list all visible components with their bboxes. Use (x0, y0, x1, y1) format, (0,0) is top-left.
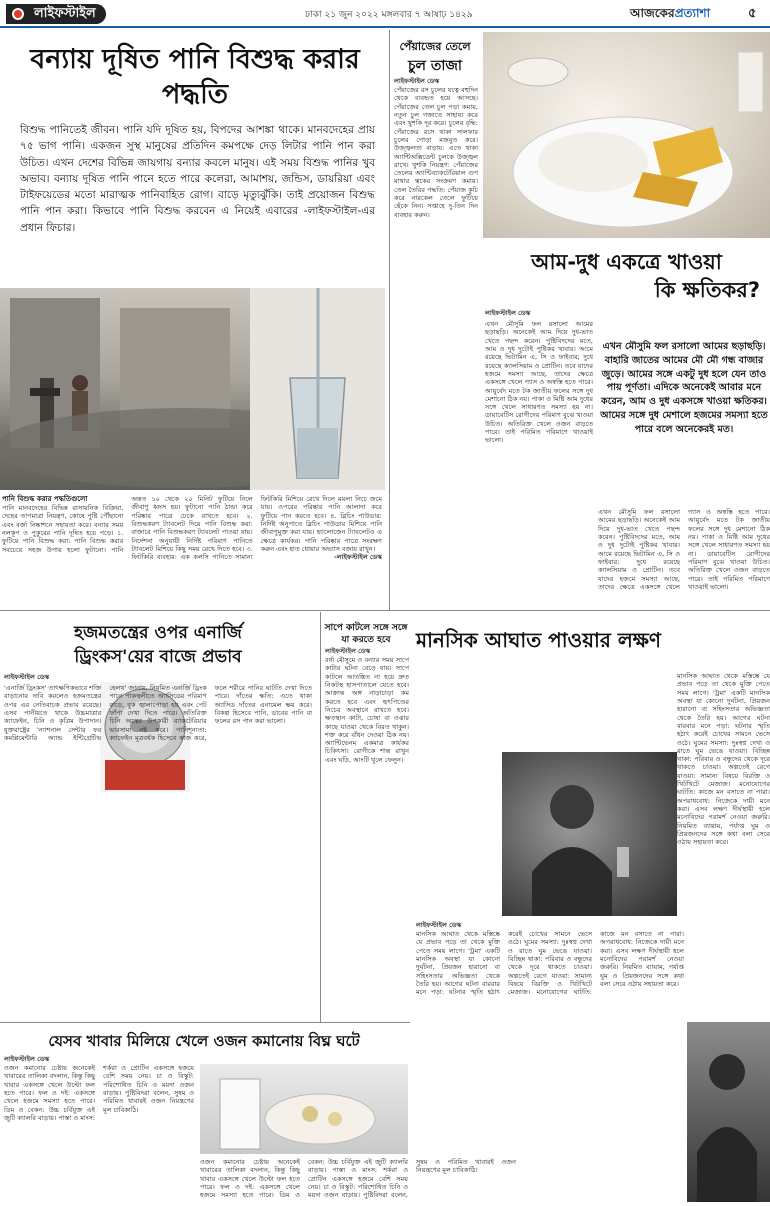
mango-body-cont: এখন মৌসুমি ফল রসালো আমের ছড়াছড়ি। অনেকেই আম দিয়ে দুধ-ভাত খেতে পছন্দ করেন। পুষ্টিবিদদের মতে, আম ও দুধ দুটোই পুষ্টিকর খাবার। আমে রয়েছে ভিটামিন এ, সি ও ফাইবার; দুধে রয়েছে ক্যালসিয়াম ও প্রোটিন। তবে যাদের হজমে সমস্যা আছে, তাদের ক্ষেত্রে একসঙ্গে খেলে গ্যাস ও অস্বস্তি হতে পারে। আয়ুর্বেদ মতে টক জাতীয় ফলের সঙ্গে দুধ মেশানো ঠিক নয়। পাকা ও মিষ্টি আম দুধের সঙ্গে খেলে সাধারণত সমস্যা হয় না। ডায়াবেটিস রোগীদের পরিমাণ বুঝে খাওয়া উচিত। অতিরিক্ত খেলে ওজন বাড়তে পারে। তাই পরিমিত পরিমাণে খাওয়াই ভালো। (598, 508, 770, 591)
divider-bottom (0, 1022, 410, 1023)
paper-name (630, 5, 710, 25)
onion-title-2: চুল তাজা (407, 58, 462, 74)
mango-title-1: আম-দুধ একত্রে খাওয়া (531, 250, 722, 274)
trauma-photo (502, 752, 677, 916)
flood-body: পানি মানবদেহের বিভিন্ন রাসায়নিক বিক্রিয়া, দেহের তাপমাত্রা নিয়ন্ত্রণ, কোষে পুষ্টি পৌঁছানো এবং বর্জ্য নিষ্কাশনে সহায়তা করে। বন্যার সময় নলকূপ ও পুকুরের পানি দূষিত হয়ে পড়ে। ১. ফুটিয়ে পানি বিশুদ্ধ করা: পানি বিশুদ্ধ করার সবচেয়ে সহজ উপায় হলো ফুটানো। পানি অন্তত ১০ থেকে ২০ মিনিট ফুটিয়ে নিলে জীবাণু ধ্বংস হয়। ফুটানো পানি ঠান্ডা করে পরিষ্কার পাত্রে ঢেকে রাখতে হবে। ২. বিশুদ্ধকরণ ট্যাবলেট দিয়ে পানি বিশুদ্ধ করা: বাজারে পানি বিশুদ্ধকরণ ট্যাবলেট পাওয়া যায়। নির্দেশনা অনুযায়ী নির্দিষ্ট পরিমাণ পানিতে ট্যাবলেট মিশিয়ে কিছু সময় রেখে দিতে হবে। ৩. ফিটকিরি ব্যবহার: এক কলসি পানিতে সামান্য ফিটকিরি মিশিয়ে রেখে দিলে ময়লা নিচে জমে যায়। ওপরের পরিষ্কার পানি আলাদা করে ফুটিয়ে পান করতে হবে। ৪. ব্লিচিং পাউডার: নির্দিষ্ট অনুপাতে ব্লিচিং পাউডার মিশিয়ে পানি জীবাণুমুক্ত করা যায়। হ্যালোজেন ট্যাবলেটও এ ক্ষেত্রে কার্যকর। পানি পরিষ্কার পাত্রে সংরক্ষণ করুন এবং হাত ধোয়ার অভ্যাস বজায় রাখুন। (2, 495, 382, 562)
divider-mid (0, 610, 770, 611)
paper-name-prefix: আজকের (630, 6, 675, 20)
flood-photo-art (0, 288, 385, 490)
coffee-title-2: যা করতে হবে (341, 635, 391, 645)
coffee-title-1: সাপে কাটলে সঙ্গে সঙ্গে (324, 623, 408, 633)
mango-body: এখন মৌসুমি ফল রসালো আমের ছড়াছড়ি। অনেকেই আম দিয়ে দুধ-ভাত খেতে পছন্দ করেন। পুষ্টিবিদদের মতে, আম ও দুধ দুটোই পুষ্টিকর খাবার। আমে রয়েছে ভিটামিন এ, সি ও ফাইবার; দুধে রয়েছে ক্যালসিয়াম ও প্রোটিন। তবে যাদের হজমে সমস্যা আছে, তাদের ক্ষেত্রে একসঙ্গে খেলে গ্যাস ও অস্বস্তি হতে পারে। আয়ুর্বেদ মতে টক জাতীয় ফলের সঙ্গে দুধ মেশানো ঠিক নয়। পাকা ও মিষ্টি আম দুধের সঙ্গে খেলে সাধারণত সমস্যা হয় না। ডায়াবেটিস রোগীদের পরিমাণ বুঝে খাওয়া উচিত। অতিরিক্ত খেলে ওজন বাড়তে পারে। তাই পরিমিত পরিমাণে খাওয়াই ভালো। (485, 320, 593, 445)
trauma-photo-art (502, 752, 677, 916)
onion-body: পেঁয়াজের রস চুলের যত্নে বহুদিন থেকে ব্যবহৃত হয়ে আসছে। পেঁয়াজের তেল চুল পড়া কমায়, নতুন চুল গজাতে সাহায্য করে এবং খুশকি দূর করে। চুলের বৃদ্ধি: পেঁয়াজের রসে থাকা সালফার চুলের গোড়া মজবুত করে। উজ্জ্বলতা বাড়ায়: এতে থাকা অ্যান্টিঅক্সিডেন্ট চুলকে উজ্জ্বল রাখে। খুশকি নিয়ন্ত্রণ: পেঁয়াজের তেলের অ্যান্টিব্যাকটেরিয়াল গুণ মাথার ত্বকের সংক্রমণ কমায়। তেল তৈরির পদ্ধতি: পেঁয়াজ কুচি করে নারকেল তেলে ফুটিয়ে ছেঁকে নিন। সপ্তাহে দু-তিন দিন ব্যবহার করুন। (394, 86, 478, 219)
mango-photo (483, 32, 770, 238)
page-header (0, 0, 770, 28)
energy-title-2: ড্রিংকস'য়ের বাজে প্রভাব (74, 647, 242, 667)
section-tag (6, 4, 106, 24)
coffee-byline: লাইফস্টাইল ডেস্ক (325, 647, 371, 655)
mango-byline: লাইফস্টাইল ডেস্ক (485, 309, 531, 317)
coffee-article (320, 612, 410, 1022)
energy-article (0, 612, 315, 1022)
flood-photo (0, 288, 385, 490)
weight-byline: লাইফস্টাইল ডেস্ক (4, 1055, 50, 1063)
weight-title: যেসব খাবার মিলিয়ে খেলে ওজন কমানোয় বিঘ্ন ঘটে (48, 1032, 360, 1050)
energy-title-1: হজমতন্ত্রের ওপর এনার্জি (74, 623, 242, 643)
flood-article (0, 30, 385, 610)
date-line: ঢাকা ২১ জুন ২০২২ মঙ্গলবার ৭ আষাঢ় ১৪২৯ (305, 10, 473, 20)
trauma-article (412, 612, 770, 1202)
paper-name-main: প্রত্যাশা (674, 6, 711, 20)
mango-photo-art (483, 32, 770, 238)
mango-title-2: কি ক্ষতিকর? (654, 278, 760, 302)
trauma-woman-art (687, 1022, 770, 1202)
trauma-byline: লাইফস্টাইল ডেস্ক (416, 921, 462, 929)
weight-body: ওজন কমানোর চেষ্টায় অনেকেই খাবারের তালিকা বদলান, কিন্তু কিছু খাবার একসঙ্গে খেলে উল্টো ফল হতে পারে। ফল ও দই: একসঙ্গে খেলে হজমে সমস্যা হতে পারে। ডিম ও বেকন: উচ্চ চর্বিযুক্ত এই জুটি ক্যালরি বাড়ায়। পাস্তা ও মাংস: শর্করা ও প্রোটিন একসঙ্গে হজমে বেশি সময় নেয়। চা ও বিস্কুট: পরিশোধিত চিনি ও ময়দা ওজন বাড়ায়। পুষ্টিবিদরা বলেন, সুষম ও পরিমিত খাবারই ওজন নিয়ন্ত্রণের মূল চাবিকাঠি। (4, 1064, 194, 1122)
weight-article (0, 1024, 516, 1202)
flood-credit: -লাইফস্টাইল ডেস্ক (334, 553, 382, 562)
flood-subhead: পানি বিশুদ্ধ করার পদ্ধতিগুলো (2, 495, 88, 503)
flood-lead: বিশুদ্ধ পানিতেই জীবন। পানি যদি দূষিত হয়, বিপদের আশঙ্কা থাকে। মানবদেহের প্রায় ৭৫ ভাগ পানি। একজন সুস্থ মানুষের প্রতিদিন কমপক্ষে দেড় লিটার পানি পান করা উচিত। এখন দেশের বিভিন্ন জায়গায় বন্যার কবলে মানুষ। এই সময় বিশুদ্ধ পানির খুব অভাব। বন্যায় দূষিত পানি পানে হতে পারে কলেরা, আমাশয়, জন্ডিস, ডায়রিয়া এবং টাইফয়েডের মতো মারাত্মক পানিবাহিত রোগ। বাড়ে মৃত্যুঝুঁকি। তাই প্রয়োজন বিশুদ্ধ পানি পান করা। কিভাবে পানি বিশুদ্ধ করবেন এ নিয়েই এবারের -লাইফস্টাইল-এর প্রধান ফিচার। (20, 124, 375, 234)
trauma-body: মানসিক আঘাত থেকে মস্তিষ্কে যে প্রভাব পড়ে তা থেকে মুক্তি পেতে সময় লাগে। 'ট্রমা' একটি মানসিক অবস্থা যা কোনো দুর্ঘটনা, প্রিয়জন হারানো বা সহিংসতার অভিজ্ঞতা থেকে তৈরি হয়। আগের ঘটনা বারবার মনে পড়া: ঘটনার স্মৃতি হঠাৎ করেই চোখের সামনে ভেসে ওঠে। ঘুমের সমস্যা: দুঃস্বপ্ন দেখা ও রাতে ঘুম ভেঙে যাওয়া। বিচ্ছিন্ন থাকা: পরিবার ও বন্ধুদের থেকে দূরে থাকতে চাওয়া। অল্পতেই রেগে যাওয়া: সামান্য বিষয়ে বিরক্তি ও খিটখিটে মেজাজ। মনোযোগের ঘাটতি: কাজে মন বসাতে না পারা। অপরাধবোধ: নিজেকে দায়ী মনে করা। এসব লক্ষণ দীর্ঘস্থায়ী হলে মনোবিদের পরামর্শ নেওয়া জরুরি। নিয়মিত ব্যায়াম, পর্যাপ্ত ঘুম ও প্রিয়জনদের সঙ্গে কথা বলা সেরে ওঠায় সহায়তা করে। (416, 930, 684, 997)
weight-photo-art (200, 1064, 408, 1154)
flood-title: বন্যায় দূষিত পানি বিশুদ্ধ করার পদ্ধতি (30, 44, 360, 111)
onion-article (389, 30, 479, 610)
page-number: ৫ (748, 6, 757, 21)
weight-body-cont: ওজন কমানোর চেষ্টায় অনেকেই খাবারের তালিকা বদলান, কিন্তু কিছু খাবার একসঙ্গে খেলে উল্টো ফল হতে পারে। ফল ও দই: একসঙ্গে খেলে হজমে সমস্যা হতে পারে। ডিম ও বেকন: উচ্চ চর্বিযুক্ত এই জুটি ক্যালরি বাড়ায়। পাস্তা ও মাংস: শর্করা ও প্রোটিন একসঙ্গে হজমে বেশি সময় নেয়। চা ও বিস্কুট: পরিশোধিত চিনি ও ময়দা ওজন বাড়ায়। পুষ্টিবিদরা বলেন, সুষম ও পরিমিত খাবারই ওজন নিয়ন্ত্রণের মূল চাবিকাঠি। (200, 1158, 516, 1200)
trauma-body-side: মানসিক আঘাত থেকে মস্তিষ্কে যে প্রভাব পড়ে তা থেকে মুক্তি পেতে সময় লাগে। 'ট্রমা' একটি মানসিক অবস্থা যা কোনো দুর্ঘটনা, প্রিয়জন হারানো বা সহিংসতার অভিজ্ঞতা থেকে তৈরি হয়। আগের ঘটনা বারবার মনে পড়া: ঘটনার স্মৃতি হঠাৎ করেই চোখের সামনে ভেসে ওঠে। ঘুমের সমস্যা: দুঃস্বপ্ন দেখা ও রাতে ঘুম ভেঙে যাওয়া। বিচ্ছিন্ন থাকা: পরিবার ও বন্ধুদের থেকে দূরে থাকতে চাওয়া। অল্পতেই রেগে যাওয়া: সামান্য বিষয়ে বিরক্তি ও খিটখিটে মেজাজ। মনোযোগের ঘাটতি: কাজে মন বসাতে না পারা। অপরাধবোধ: নিজেকে দায়ী মনে করা। এসব লক্ষণ দীর্ঘস্থায়ী হলে মনোবিদের পরামর্শ নেওয়া জরুরি। নিয়মিত ব্যায়াম, পর্যাপ্ত ঘুম ও প্রিয়জনদের সঙ্গে কথা বলা সেরে ওঠায় সহায়তা করে। (677, 672, 770, 847)
energy-body: 'এনার্জি ড্রিংকস' তাৎক্ষণিকভাবে শক্তি বাড়ানোর দাবি করলেও হজমতন্ত্রের ওপর এর নেতিবাচক প্রভাব রয়েছে। এসব পানীয়তে থাকে উচ্চমাত্রার ক্যাফেইন, চিনি ও কৃত্রিম উপাদান। যুক্তরাষ্ট্রের 'ন্যাশনাল সেন্টার ফর কমপ্লিমেন্টারি অ্যান্ড ইন্টিগ্রেটিভ হেলথ' জানায়, নিয়মিত এনার্জি ড্রিংক পানে পাকস্থলীতে অ্যাসিডের পরিমাণ বাড়ে, বুক জ্বালাপোড়া হয় এবং পেট ফাঁপা দেখা দিতে পারে। অতিরিক্ত চিনি অন্ত্রের উপকারী ব্যাকটেরিয়ার ভারসাম্য নষ্ট করে। পানিশূন্যতা: ক্যাফেইন মূত্রবর্ধক হিসেবে কাজ করে, ফলে শরীরে পানির ঘাটতি দেখা দিতে পারে। দাঁতের ক্ষতি: এতে থাকা অ্যাসিড দাঁতের এনামেল ক্ষয় করে। বিকল্প হিসেবে পানি, ডাবের পানি বা ফলের রস পান করা ভালো। (4, 684, 312, 742)
trauma-title: মানসিক আঘাত পাওয়ার লক্ষণ (416, 628, 662, 652)
trauma-woman-photo (687, 1022, 770, 1202)
mango-article (483, 240, 770, 610)
section-dot-icon (12, 8, 24, 20)
mango-pull-quote: এখন মৌসুমি ফল রসালো আমের ছড়াছড়ি। বাহারি জাতের আমের মৌ মৌ গন্ধ বাজার জুড়ে। আমের সঙ্গে একটু দুধ হলে যেন তাও পায় পূর্ণতা। এদিকে অনেকেই আবার মনে করেন, আম ও দুধ একসঙ্গে খাওয়া ক্ষতিকর। আমের সঙ্গে দুধ মেশালে হজমের সমস্যা হতে পারে বলে অনেকেরই মত। (600, 341, 768, 435)
flood-body-block (2, 495, 382, 605)
energy-byline: লাইফস্টাইল ডেস্ক (4, 673, 50, 681)
onion-byline: লাইফস্টাইল ডেস্ক (394, 77, 440, 85)
weight-photo (200, 1064, 408, 1154)
section-label: লাইফস্টাইল (34, 6, 96, 21)
coffee-body: বর্ষা মৌসুমে ও বন্যার সময় সাপে কাটার ঘটনা বেড়ে যায়। সাপে কাটলে আতঙ্কিত না হয়ে দ্রুত নিকটস্থ হাসপাতালে যেতে হবে। আক্রান্ত অঙ্গ নাড়াচাড়া কম করতে হবে এবং হৃৎপিণ্ডের নিচের অবস্থানে রাখতে হবে। ক্ষতস্থান কাটা, চোষা বা ওঝার কাছে যাওয়া থেকে বিরত থাকুন। শক্ত করে বাঁধন দেওয়া ঠিক নয়। অ্যান্টিভেনম একমাত্র কার্যকর চিকিৎসা। রোগীকে শান্ত রাখুন এবং ঘড়ি, আংটি খুলে ফেলুন। (325, 656, 409, 764)
onion-title-1: পেঁয়াজের তেলে (399, 40, 471, 53)
